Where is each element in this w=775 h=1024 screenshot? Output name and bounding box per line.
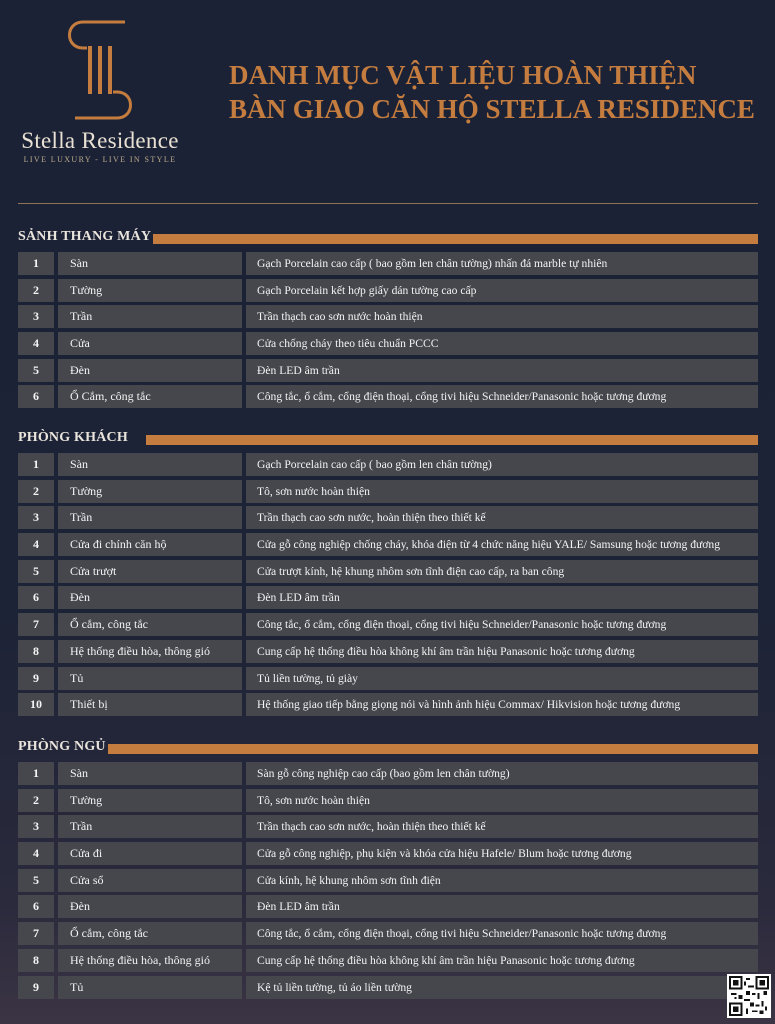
row-number: 6 xyxy=(18,385,54,408)
table-row xyxy=(18,667,758,690)
row-number: 1 xyxy=(18,762,54,785)
item-description: Đèn LED âm trần xyxy=(246,586,758,609)
item-name: Tường xyxy=(58,789,242,812)
table-row xyxy=(18,305,758,328)
row-number: 2 xyxy=(18,279,54,302)
section-2 xyxy=(18,432,758,720)
item-description: Trần thạch cao sơn nước, hoàn thiện theo thiết kế xyxy=(246,506,758,529)
item-name: Tủ xyxy=(58,976,242,999)
item-name: Ổ cắm, công tắc xyxy=(58,922,242,945)
row-number: 7 xyxy=(18,922,54,945)
table-row xyxy=(18,895,758,918)
item-description: Hệ thống giao tiếp bằng giọng nói và hình ảnh hiệu Commax/ Hikvision hoặc tương đương xyxy=(246,693,758,716)
table-row xyxy=(18,332,758,355)
table-row xyxy=(18,359,758,382)
item-description: Công tắc, ổ cắm, cổng điện thoại, cổng tivi hiệu Schneider/Panasonic hoặc tương đương xyxy=(246,613,758,636)
row-number: 6 xyxy=(18,586,54,609)
section-3 xyxy=(18,741,758,1002)
row-number: 4 xyxy=(18,533,54,556)
item-name: Đèn xyxy=(58,586,242,609)
section-accent-bar xyxy=(153,234,758,244)
item-name: Sàn xyxy=(58,252,242,275)
row-number: 2 xyxy=(18,480,54,503)
item-name: Ổ Cắm, công tắc xyxy=(58,385,242,408)
table-row xyxy=(18,279,758,302)
item-description: Cung cấp hệ thống điều hòa không khí âm trần hiệu Panasonic hoặc tương đương xyxy=(246,949,758,972)
row-number: 1 xyxy=(18,252,54,275)
section-accent-bar xyxy=(108,744,758,754)
item-description: Gạch Porcelain cao cấp ( bao gồm len chân tường) nhấn đá marble tự nhiên xyxy=(246,252,758,275)
section-1 xyxy=(18,231,758,412)
item-description: Đèn LED âm trần xyxy=(246,895,758,918)
title-line-2: BÀN GIAO CĂN HỘ STELLA RESIDENCE xyxy=(229,94,755,124)
row-number: 4 xyxy=(18,332,54,355)
row-number: 3 xyxy=(18,305,54,328)
item-name: Cửa sổ xyxy=(58,869,242,892)
section-title: SẢNH THANG MÁY xyxy=(18,229,152,244)
title-line-1: DANH MỤC VẬT LIỆU HOÀN THIỆN xyxy=(229,60,697,90)
item-name: Tủ xyxy=(58,667,242,690)
item-description: Kệ tủ liền tường, tủ áo liền tường xyxy=(246,976,758,999)
row-number: 1 xyxy=(18,453,54,476)
brand-tagline: LIVE LUXURY - LIVE IN STYLE xyxy=(23,155,177,164)
item-description: Sàn gỗ công nghiệp cao cấp (bao gồm len chân tường) xyxy=(246,762,758,785)
page-title xyxy=(229,58,769,126)
item-name: Tường xyxy=(58,279,242,302)
item-name: Hệ thống điều hòa, thông gió xyxy=(58,640,242,663)
table-row xyxy=(18,586,758,609)
table-row xyxy=(18,506,758,529)
item-name: Trần xyxy=(58,815,242,838)
table-row xyxy=(18,480,758,503)
item-description: Tô, sơn nước hoàn thiện xyxy=(246,789,758,812)
item-description: Cửa chống cháy theo tiêu chuẩn PCCC xyxy=(246,332,758,355)
row-number: 2 xyxy=(18,789,54,812)
row-number: 9 xyxy=(18,667,54,690)
item-name: Cửa xyxy=(58,332,242,355)
item-description: Cửa trượt kính, hệ khung nhôm sơn tĩnh điện cao cấp, ra ban công xyxy=(246,560,758,583)
table-row xyxy=(18,252,758,275)
brand-name: Stella Residence xyxy=(21,128,179,153)
item-name: Sàn xyxy=(58,762,242,785)
item-name: Sàn xyxy=(58,453,242,476)
item-description: Công tắc, ổ cắm, cổng điện thoại, cổng tivi hiệu Schneider/Panasonic hoặc tương đương xyxy=(246,385,758,408)
item-name: Đèn xyxy=(58,359,242,382)
table-row xyxy=(18,789,758,812)
item-description: Cửa gỗ công nghiệp chống cháy, khóa điện từ 4 chức năng hiệu YALE/ Samsung hoặc tương đương xyxy=(246,533,758,556)
item-name: Thiết bị xyxy=(58,693,242,716)
row-number: 10 xyxy=(18,693,54,716)
item-name: Hệ thống điều hòa, thông gió xyxy=(58,949,242,972)
row-number: 3 xyxy=(18,815,54,838)
table-row xyxy=(18,385,758,408)
section-header xyxy=(18,231,758,245)
table-row xyxy=(18,869,758,892)
row-number: 8 xyxy=(18,640,54,663)
section-title: PHÒNG NGỦ xyxy=(18,739,106,754)
row-number: 5 xyxy=(18,359,54,382)
item-description: Gạch Porcelain kết hợp giấy dán tường cao cấp xyxy=(246,279,758,302)
row-number: 4 xyxy=(18,842,54,865)
table-row xyxy=(18,842,758,865)
table-row xyxy=(18,533,758,556)
section-header xyxy=(18,741,758,755)
brand-logo xyxy=(10,18,190,164)
item-name: Tường xyxy=(58,480,242,503)
item-name: Ổ cắm, công tắc xyxy=(58,613,242,636)
item-name: Cửa đi xyxy=(58,842,242,865)
section-header xyxy=(18,432,758,446)
item-description: Đèn LED âm trần xyxy=(246,359,758,382)
item-description: Tô, sơn nước hoàn thiện xyxy=(246,480,758,503)
row-number: 9 xyxy=(18,976,54,999)
item-description: Gạch Porcelain cao cấp ( bao gồm len chân tường) xyxy=(246,453,758,476)
row-number: 7 xyxy=(18,613,54,636)
table-row xyxy=(18,815,758,838)
table-row xyxy=(18,613,758,636)
item-description: Cửa kính, hệ khung nhôm sơn tĩnh điện xyxy=(246,869,758,892)
section-accent-bar xyxy=(146,435,758,445)
table-row xyxy=(18,640,758,663)
row-number: 5 xyxy=(18,560,54,583)
table-row xyxy=(18,693,758,716)
table-row xyxy=(18,976,758,999)
item-description: Trần thạch cao sơn nước, hoàn thiện theo thiết kế xyxy=(246,815,758,838)
item-name: Đèn xyxy=(58,895,242,918)
table-row xyxy=(18,560,758,583)
table-row xyxy=(18,949,758,972)
item-name: Trần xyxy=(58,305,242,328)
item-description: Cung cấp hệ thống điều hòa không khí âm trần hiệu Panasonic hoặc tương đương xyxy=(246,640,758,663)
item-description: Tủ liền tường, tủ giày xyxy=(246,667,758,690)
item-name: Cửa đi chính căn hộ xyxy=(58,533,242,556)
item-description: Trần thạch cao sơn nước hoàn thiện xyxy=(246,305,758,328)
table-row xyxy=(18,453,758,476)
row-number: 3 xyxy=(18,506,54,529)
item-description: Cửa gỗ công nghiệp, phụ kiện và khóa cửa hiệu Hafele/ Blum hoặc tương đương xyxy=(246,842,758,865)
section-title: PHÒNG KHÁCH xyxy=(18,430,128,445)
divider xyxy=(18,203,758,204)
item-name: Cửa trượt xyxy=(58,560,242,583)
row-number: 8 xyxy=(18,949,54,972)
item-description: Công tắc, ổ cắm, cổng điện thoại, cổng tivi hiệu Schneider/Panasonic hoặc tương đương xyxy=(246,922,758,945)
item-name: Trần xyxy=(58,506,242,529)
row-number: 6 xyxy=(18,895,54,918)
qr-code-icon xyxy=(727,974,771,1018)
stella-logo-icon xyxy=(55,18,145,122)
table-row xyxy=(18,762,758,785)
table-row xyxy=(18,922,758,945)
row-number: 5 xyxy=(18,869,54,892)
